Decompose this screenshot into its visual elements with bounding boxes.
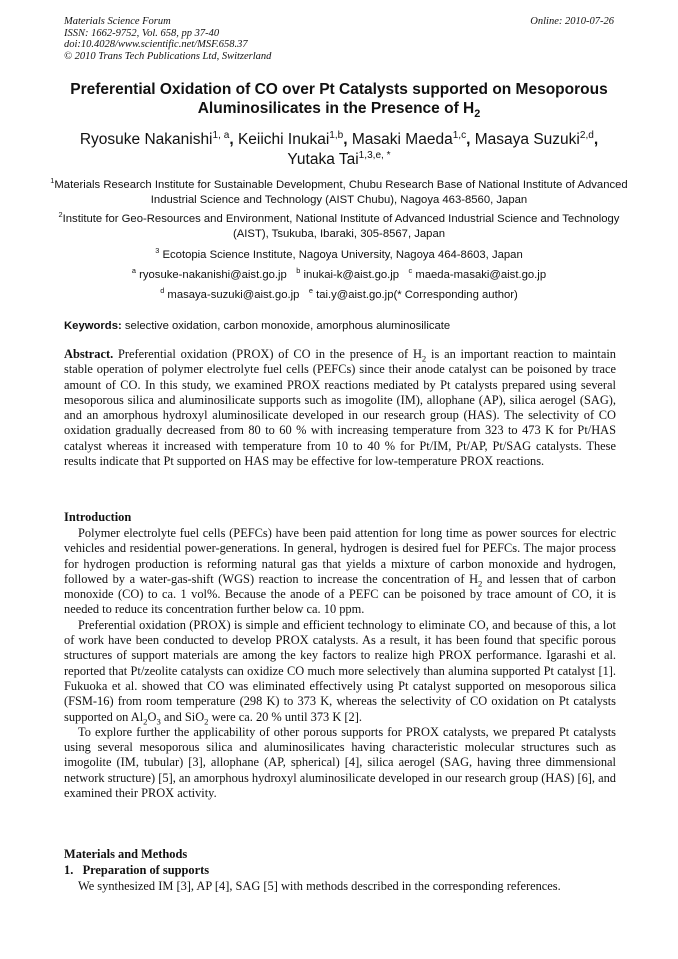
keywords: Keywords: selective oxidation, carbon monoxide, amorphous aluminosilicate — [64, 320, 451, 332]
affiliation-3: $^3$ Ecotopia Science Institute, Nagoya University, Nagoya 464-8603, Japan — [155, 246, 523, 261]
author-list: Ryosuke Nakanishi$^{1, a}$, Keiichi Inukai$^{1,b}$, Masaki Maeda$^{1,c}$, Masaya Suzuki$^{2,d}$, Yutaka Tai$^{1,3,e, *}$ — [79, 129, 599, 168]
section-heading-introduction: Introduction — [64, 510, 132, 524]
paper-title — [40, 80, 638, 121]
introduction-body — [64, 526, 616, 801]
email: maeda-masaki@aist.go.jp — [412, 269, 547, 281]
paragraph: Polymer electrolyte fuel cells (PEFCs) have been paid attention for long time as power sources for electric vehicles and residential power-generations. In general, hydrogen is desired fuel for PEFCs. The major process for hydrogen production is reforming natural gas that yields a mixture of carbon monoxide and hydrogen, followed by a water-gas-shift (WGS) reaction to increase the concentration of $H_2$ and lessen that of carbon monoxide (CO) to ca. 1 vol%. Because the anode of a PEFC can be poisoned by trace amount of CO, it is needed to reduce its concentration further below ca. 10 ppm. — [64, 526, 616, 617]
author: Masaya Suzuki — [474, 131, 580, 148]
doi: doi:10.4028/www.scientific.net/MSF.658.37 — [64, 39, 248, 50]
journal-name: Materials Science Forum — [64, 16, 171, 27]
email: inukai-k@aist.go.jp — [300, 269, 400, 281]
author: Ryosuke Nakanishi — [79, 131, 213, 148]
author: Masaki Maeda — [351, 131, 453, 148]
subsection-heading: 1. Preparation of supports — [64, 863, 210, 877]
section-heading-methods: Materials and Methods — [64, 847, 188, 861]
copyright: © 2010 Trans Tech Publications Ltd, Switzerland — [64, 50, 272, 62]
title-line-2: Aluminosilicates in the Presence of $H_2$ — [197, 100, 481, 121]
online-date: Online: 2010-07-26 — [530, 16, 614, 27]
paragraph: To explore further the applicability of other porous supports for PROX catalysts, we prepared Pt catalysts using several mesoporous silica and aluminosilicates having characteristic molecular structures such as imogolite (IM, tubular) [3], allophane (AP, spherical) [4], silica aerogel (SAG, having three dimmensional network structure) [5], an amorphous hydroxyl aluminosilicate developed in our research group (HAS) [6], and examined their PROX activity. — [64, 724, 616, 801]
methods-body — [64, 879, 616, 894]
email: tai.y@aist.go.jp(* Corresponding author) — [312, 289, 518, 301]
paragraph: Preferential oxidation (PROX) is simple and efficient technology to eliminate CO, and because of this, a lot of work have been conducted to develop PROX catalysts. As a result, it has been found that specific porous structures of support materials are among the key factors to realize high PROX performance. Igarashi et al. reported that Pt/zeolite catalysts can oxidize CO much more selectively than alumina supported Pt catalyst [1]. Fukuoka et al. showed that CO was eliminated effectively using Pt catalyst supported on mesoporous silica (FSM-16) from room temperature (298 K) to 373 K, whereas the selectivity of CO oxidation on Pt catalysts supported on $Al_2O_3$ and SiO$_2$ were ca. 20 % until 373 K [2]. — [64, 617, 616, 727]
email-list: $^a$ ryosuke-nakanishi@aist.go.jp $^b$ inukai-k@aist.go.jp $^c$ maeda-masaki@aist.go.jp $^d$ masaya-suzuki@aist.go.jp $^e$ tai.y@aist.go.jp(* Corresponding author) — [131, 266, 547, 301]
email: masaya-suzuki@aist.go.jp — [164, 289, 300, 301]
affiliation-2: $^2$Institute for Geo-Resources and Environment, National Institute of Advanced Industrial Science and Technology (AIST), Tsukuba, Ibaraki, 305-8567, Japan — [58, 210, 620, 240]
affiliation-1: $^1$Materials Research Institute for Sustainable Development, Chubu Research Base of National Institute of Advanced Industrial Science and Technology (AIST Chubu), Nagoya 463-8560, Japan — [50, 176, 628, 206]
author: Yutaka Tai — [287, 151, 359, 168]
title-line-1: Preferential Oxidation of CO over Pt Catalysts supported on Mesoporous — [70, 81, 608, 98]
author: Keiichi Inukai — [237, 131, 330, 148]
issn: ISSN: 1662-9752, Vol. 658, pp 37-40 — [64, 27, 220, 39]
email: ryosuke-nakanishi@aist.go.jp — [135, 269, 287, 281]
abstract: Abstract. Preferential oxidation (PROX) of CO in the presence of $H_2$ is an important reaction to maintain stable operation of polymer electrolyte fuel cells (PEFCs) since their anode catalyst can be poisoned by trace amount of CO. In this study, we examined PROX reactions mediated by Pt catalysts prepared using several mesoporous silica and aluminosilicate supports such as imogolite (IM), allophane (AP), silica aerogel (SAG), and an amorphous hydroxyl aluminosilicate developed in our research group (HAS). The selectivity of CO oxidation gradually decreased from 80 to 60 % with increasing temperature from 323 to 473 K for Pt/HAS catalyst whereas it increased with temperature from 10 to 40 % for Pt/IM, Pt/AP, Pt/SAG catalysts. These results indicate that Pt supported on HAS may be effective for low-temperature PROX reactions. — [64, 347, 616, 469]
paragraph: We synthesized IM [3], AP [4], SAG [5] with methods described in the corresponding references. — [78, 879, 561, 893]
